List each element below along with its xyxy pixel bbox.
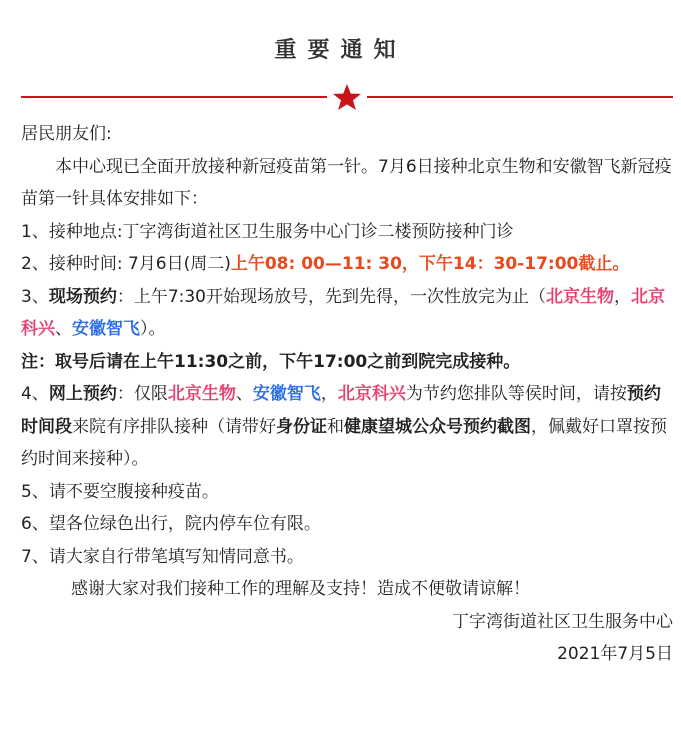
divider-line-left [21,96,327,98]
note-label: 注 [21,351,38,372]
online-text: 为节约您排队等侯时间，请按 [405,384,627,404]
item-no-fasting: 5、请不要空腹接种疫苗。 [21,481,219,502]
onsite-label: 现场预约 [48,286,117,307]
vaccine-anhui-zhifei: 安徽智飞 [252,384,321,404]
star-icon [331,83,363,111]
item-number: 3、 [21,286,49,307]
screenshot-emphasis: 健康望城公众号预约截图 [344,416,531,437]
item-online [21,378,673,476]
note-line [21,346,673,379]
item-time-prefix: 2、接种时间: 7月6日(周二) [21,254,231,274]
onsite-text: ：上午7:30开始现场放号，先到先得，一次性放完为止（ [116,286,547,307]
title-divider [21,83,673,111]
time-slot-emphasis: 预约时间段 [21,384,661,437]
onsite-end: ）。 [140,319,166,339]
divider-line-right [367,96,673,98]
id-card-emphasis: 身份证 [276,416,327,437]
online-text: 和 [327,416,344,437]
notice-date: 2021年7月5日 [557,644,673,664]
thanks-line: 感谢大家对我们接种工作的理解及支持！造成不便敬请谅解！ [71,579,530,599]
online-text: 来院有序排队接种（请带好 [72,416,276,437]
separator: 、 [55,319,72,339]
vaccine-anhui-zhifei: 安徽智飞 [72,319,140,339]
separator: ， [614,286,632,307]
online-text: ，佩戴好口罩按预约时间来接种）。 [21,416,667,469]
greeting: 居民朋友们: [21,124,112,144]
notice-title: 重要通知 [274,38,407,63]
item-bring-pen: 7、请大家自行带笔填写知情同意书。 [21,546,304,567]
vaccine-beijing-bio: 北京生物 [546,286,615,307]
separator: 、 [235,384,253,404]
item-location: 1、接种地点:丁字湾街道社区卫生服务中心门诊二楼预防接种门诊 [21,221,514,242]
vaccine-beijing-kexing: 北京科兴 [21,286,666,339]
online-text: ：仅限 [116,384,168,404]
intro-paragraph: 本中心现已全面开放接种新冠疫苗第一针。7月6日接种北京生物和安徽智飞新冠疫苗第一针具体安排如下： [21,156,672,209]
vaccine-beijing-kexing: 北京科兴 [337,384,406,404]
online-label: 网上预约 [48,384,117,404]
item-green-travel: 6、望各位绿色出行，院内停车位有限。 [21,514,321,534]
separator: ， [320,384,338,404]
organization-signature: 丁字湾街道社区卫生服务中心 [452,611,673,632]
note-text: ：取号后请在上午11:30之前，下午17:00之前到院完成接种。 [38,351,521,372]
item-number: 4、 [21,384,49,404]
vaccine-beijing-bio: 北京生物 [167,384,236,404]
item-time-hours: 上午08: 00—11: 30，下午14：30-17:00截止。 [230,254,630,274]
notice-body [21,118,673,671]
item-onsite [21,281,673,346]
item-time [21,248,673,281]
